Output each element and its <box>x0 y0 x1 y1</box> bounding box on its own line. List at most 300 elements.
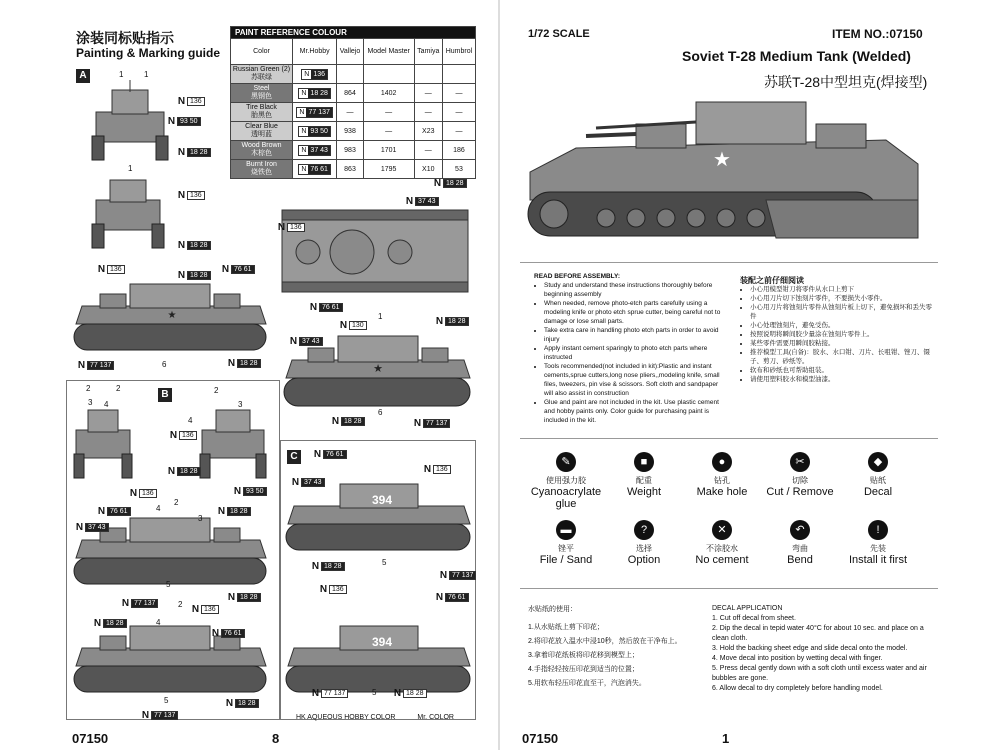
model-master-cell: 1701 <box>363 141 414 160</box>
paint-code-cell <box>293 84 337 103</box>
paint-code-number: 93 50 <box>310 127 328 135</box>
paint-code-cell <box>293 65 337 84</box>
vallejo-cell: 983 <box>337 141 363 160</box>
part-number: 1 <box>119 70 124 79</box>
svg-text:★: ★ <box>167 310 177 321</box>
callout-letter: N <box>233 486 242 497</box>
vallejo-cell: 938 <box>337 122 363 141</box>
tamiya-cell: — <box>414 103 442 122</box>
paint-callout <box>210 628 245 639</box>
paint-table-caption: PAINT REFERENCE COLOUR <box>231 27 476 39</box>
decal-number-394: 394 <box>371 635 393 649</box>
read-item-cn: • 按照说明将瞬间胶少量涂在蚀刻片零件上。 <box>750 330 936 339</box>
symbol-icon: ✎ <box>556 452 576 472</box>
humbrol-cell: — <box>442 103 475 122</box>
read-list-cn <box>740 285 936 384</box>
tank-side-view-a <box>70 270 270 356</box>
paint-color-cn: 胎黑色 <box>251 112 272 119</box>
callout-code: 136 <box>179 431 197 440</box>
callout-code: 77 137 <box>151 711 178 720</box>
divider <box>520 588 938 589</box>
paint-code-number: 77 137 <box>308 108 330 116</box>
decal-step-en: 5. Press decal gently down with a soft cloth until excess water and air bubbles are gone. <box>712 665 927 682</box>
read-item-cn: • 小心处理蚀刻片，避免受伤。 <box>750 321 936 330</box>
callout-letter: N <box>319 584 328 595</box>
symbol-label-en: No cement <box>695 554 749 566</box>
section-c-label: C <box>287 450 301 464</box>
paint-callout <box>120 598 158 609</box>
paint-callout <box>276 222 305 233</box>
callout-letter: N <box>435 316 444 327</box>
callout-letter: N <box>217 506 226 517</box>
paint-callout <box>432 178 467 189</box>
paint-callout <box>290 477 325 488</box>
tank-hero-illustration <box>526 88 922 248</box>
decal-step-en: 1. Cut off decal from sheet. <box>712 615 796 622</box>
callout-code: 77 137 <box>449 571 476 580</box>
divider <box>520 438 938 439</box>
callout-code: 136 <box>187 191 205 200</box>
tank-side-view-c2 <box>284 612 472 696</box>
decal-step-cn: 1.从水贴纸上剪下印花； <box>528 624 604 631</box>
symbol-label-en: Bend <box>787 554 813 566</box>
decal-step-cn: 5.用软布轻压印花直至干，汽泡消失。 <box>528 680 646 687</box>
callout-letter: N <box>225 698 234 709</box>
paint-callout <box>330 416 365 427</box>
callout-code: 18 28 <box>445 317 469 326</box>
callout-letter: N <box>413 418 422 429</box>
callout-letter: N <box>177 190 186 201</box>
paint-callout <box>434 592 469 603</box>
callout-letter: N <box>121 598 130 609</box>
scale-label: 1/72 SCALE <box>528 28 590 40</box>
svg-text:★: ★ <box>713 149 731 171</box>
paint-color-en: Burnt Iron <box>246 161 277 168</box>
paint-header: Vallejo <box>337 39 363 65</box>
paint-callout <box>288 336 323 347</box>
read-before-assembly-en <box>534 272 726 425</box>
humbrol-cell: 53 <box>442 160 475 179</box>
paint-code-cell <box>293 160 337 179</box>
callout-code: 37 43 <box>299 337 323 346</box>
callout-letter: N <box>167 466 176 477</box>
decal-number-394: 394 <box>371 493 393 507</box>
decal-steps-en <box>712 614 938 694</box>
callout-code: 77 137 <box>131 599 158 608</box>
paint-code <box>298 126 331 137</box>
footer-item-code: 07150 <box>72 731 109 746</box>
symbol-label-en: File / Sand <box>539 554 593 566</box>
callout-letter: N <box>221 264 230 275</box>
paint-color-en: Wood Brown <box>241 142 282 149</box>
symbol-label-en: Install it first <box>848 554 908 566</box>
callout-letter: N <box>227 358 236 369</box>
paint-legend <box>296 714 454 721</box>
paint-callout <box>176 190 205 201</box>
symbol-label-cn: 贴纸 <box>870 476 886 485</box>
paint-code-cell <box>293 103 337 122</box>
symbol-legend-item <box>838 520 918 566</box>
part-number: 2 <box>214 386 219 395</box>
paint-callout <box>434 316 469 327</box>
paint-code <box>296 107 332 118</box>
read-item-en: • When needed, remove photo-etch parts carefully using a modeling knife or photo etch sprue cutter, being careful not to damage or lose small parts. <box>544 299 726 326</box>
callout-letter: N <box>405 196 414 207</box>
read-title-en: READ BEFORE ASSEMBLY: <box>534 273 621 280</box>
part-number: 2 <box>178 600 183 609</box>
paint-callout <box>412 418 450 429</box>
product-title-en: Soviet T-28 Medium Tank (Welded) <box>682 48 911 64</box>
callout-code: 93 50 <box>177 117 201 126</box>
vallejo-cell: 863 <box>337 160 363 179</box>
humbrol-cell <box>442 65 475 84</box>
paint-header: Mr.Hobby <box>293 39 337 65</box>
symbol-icon: ✕ <box>712 520 732 540</box>
paint-callout <box>422 464 451 475</box>
callout-code: 76 61 <box>221 629 245 638</box>
paint-code <box>298 145 331 156</box>
model-master-cell: 1795 <box>363 160 414 179</box>
paint-color-cn: 苏联绿 <box>251 74 272 81</box>
read-item-en: • Glue and paint are not included in the kit. Use plastic cement and hobby paints only. Color guide for purchasing paint is included in the kit. <box>544 398 726 425</box>
callout-code: 136 <box>139 489 157 498</box>
tamiya-cell: X10 <box>414 160 442 179</box>
paint-callout <box>128 488 157 499</box>
paint-code-letter: N <box>301 146 307 154</box>
callout-code: 76 61 <box>445 593 469 602</box>
callout-letter: N <box>309 302 318 313</box>
paint-header: Color <box>231 39 293 65</box>
paint-code-letter: N <box>299 108 305 116</box>
paint-callout <box>74 522 109 533</box>
callout-letter: N <box>191 604 200 615</box>
callout-code: 37 43 <box>301 478 325 487</box>
paint-callout <box>232 486 267 497</box>
paint-callout <box>140 710 178 721</box>
callout-letter: N <box>289 336 298 347</box>
paint-table-header <box>231 39 476 65</box>
callout-code: 18 28 <box>103 619 127 628</box>
decal-instructions-cn <box>528 605 718 691</box>
callout-code: 136 <box>287 223 305 232</box>
read-item-en: • Tools recommended(not included in kit):Plastic and instant cements,sprue cutters,long nose pliers,,modeling knife, small files, tweezers, pin vise & scissors. Soft cloth and sandpaper will also assist in construction <box>544 362 726 398</box>
callout-letter: N <box>93 618 102 629</box>
part-number: 4 <box>156 504 161 513</box>
read-item-cn: • 请使用塑料胶水和模型油漆。 <box>750 375 936 384</box>
symbol-label-cn: 不涂胶水 <box>706 544 738 553</box>
callout-letter: N <box>227 592 236 603</box>
symbol-label-cn: 选择 <box>636 544 652 553</box>
paint-callout <box>220 264 255 275</box>
callout-code: 136 <box>201 605 219 614</box>
callout-code: 77 137 <box>423 419 450 428</box>
symbol-legend-item <box>682 452 762 498</box>
callout-letter: N <box>313 449 322 460</box>
part-number: 5 <box>166 580 171 589</box>
callout-code: 37 43 <box>415 197 439 206</box>
read-item-cn: • 推荐模型工具(自备)：胶水、水口钳、刀片、长咀钳、锉刀、镊子、剪刀、砂纸等。 <box>750 348 936 366</box>
part-number: 5 <box>382 558 387 567</box>
tank-top-view <box>280 208 470 294</box>
symbol-label-en: Option <box>627 554 661 566</box>
callout-code: 18 28 <box>403 689 427 698</box>
paint-code-letter: N <box>301 165 307 173</box>
read-item-en: • Take extra care in handling photo etch parts in order to avoid injury <box>544 326 726 344</box>
tamiya-cell: — <box>414 84 442 103</box>
paint-callout <box>392 688 427 699</box>
paint-code <box>298 164 331 175</box>
paint-callout <box>224 698 259 709</box>
decal-step-en: 6. Allow decal to dry completely before handling model. <box>712 685 883 692</box>
callout-letter: N <box>75 522 84 533</box>
footer-item-code: 07150 <box>522 731 559 746</box>
symbol-label-cn: 配重 <box>636 476 652 485</box>
callout-letter: N <box>169 430 178 441</box>
model-master-cell: — <box>363 122 414 141</box>
paint-header: Model Master <box>363 39 414 65</box>
paint-code-number: 18 28 <box>310 89 328 97</box>
footer-page-number: 8 <box>272 731 280 746</box>
part-number: 3 <box>238 400 243 409</box>
section-b-label: B <box>158 388 172 402</box>
tank-front-view-a <box>90 80 170 162</box>
footer-page-number: 1 <box>722 731 730 746</box>
read-before-assembly-cn <box>740 276 936 384</box>
divider <box>520 262 938 263</box>
paint-callout <box>438 570 476 581</box>
decal-step-cn: 4.手指轻轻按压印花到适当的位置； <box>528 666 639 673</box>
part-number: 4 <box>188 416 193 425</box>
paint-callout <box>92 618 127 629</box>
paint-code-letter: N <box>301 127 307 135</box>
paint-color-en: Clear Blue <box>245 123 278 130</box>
model-master-cell <box>363 65 414 84</box>
part-number: 6 <box>162 360 167 369</box>
callout-letter: N <box>331 416 340 427</box>
callout-letter: N <box>177 96 186 107</box>
callout-code: 93 50 <box>243 487 267 496</box>
symbol-label-en: Make hole <box>696 486 748 498</box>
callout-code: 77 137 <box>321 689 348 698</box>
symbol-label-en: Cut / Remove <box>766 486 834 498</box>
tamiya-cell: — <box>414 141 442 160</box>
symbol-label-cn: 锉平 <box>558 544 574 553</box>
callout-code: 18 28 <box>177 467 201 476</box>
paint-callout <box>404 196 439 207</box>
symbol-legend-item <box>760 520 840 566</box>
paint-callout <box>190 604 219 615</box>
symbol-icon: ▬ <box>556 520 576 540</box>
section-a-label: A <box>76 69 90 83</box>
product-title-cn: 苏联T-28中型坦克(焊接型) <box>764 74 928 90</box>
tank-rear-view-a <box>90 172 166 250</box>
symbol-legend-item <box>526 452 606 510</box>
vallejo-cell: 864 <box>337 84 363 103</box>
paint-code-number: 76 61 <box>310 165 328 173</box>
guide-title-en: Painting & Marking guide <box>76 46 221 60</box>
callout-code: 18 28 <box>341 417 365 426</box>
read-item-en: • Apply instant cement sparingly to photo etch parts where instructed <box>544 344 726 362</box>
symbol-icon: ! <box>868 520 888 540</box>
part-number: 5 <box>164 696 169 705</box>
symbol-legend-item <box>682 520 762 566</box>
read-item-cn: • 小心用模型钳刀将零件从水口上剪下 <box>750 285 936 294</box>
symbol-legend-item <box>604 452 684 498</box>
callout-letter: N <box>311 688 320 699</box>
paint-callout <box>226 592 261 603</box>
guide-title-cn: 涂装同标贴指示 <box>76 30 174 46</box>
paint-code-cell <box>293 141 337 160</box>
symbol-label-en: Decal <box>863 486 893 498</box>
tamiya-cell: X23 <box>414 122 442 141</box>
callout-letter: N <box>291 477 300 488</box>
paint-callout <box>176 96 205 107</box>
legend-hk: HK AQUEOUS HOBBY COLOR <box>296 714 396 721</box>
symbol-icon: ◆ <box>868 452 888 472</box>
callout-code: 130 <box>349 321 367 330</box>
tank-front-view-b <box>72 400 134 480</box>
paint-callout <box>176 270 211 281</box>
symbol-label-cn: 使用强力胶 <box>546 476 586 485</box>
symbol-icon: ✂ <box>790 452 810 472</box>
paint-callout <box>76 360 114 371</box>
callout-letter: N <box>177 240 186 251</box>
tank-side-view-b <box>70 506 270 588</box>
callout-letter: N <box>423 464 432 475</box>
callout-letter: N <box>141 710 150 721</box>
humbrol-cell: — <box>442 122 475 141</box>
model-master-cell: — <box>363 103 414 122</box>
paint-code-letter: N <box>304 70 310 78</box>
decal-step-cn: 3.拿着印花纸板将印花移到模型上； <box>528 652 639 659</box>
paint-callout <box>96 506 131 517</box>
callout-code: 18 28 <box>237 593 261 602</box>
right-page <box>500 0 1000 750</box>
part-number: 1 <box>128 164 133 173</box>
callout-code: 76 61 <box>107 507 131 516</box>
humbrol-cell: 186 <box>442 141 475 160</box>
paint-code-cell <box>293 122 337 141</box>
callout-letter: N <box>339 320 348 331</box>
callout-letter: N <box>393 688 402 699</box>
model-master-cell: 1402 <box>363 84 414 103</box>
symbol-icon: ■ <box>634 452 654 472</box>
vallejo-cell: — <box>337 103 363 122</box>
symbol-legend-item <box>604 520 684 566</box>
decal-step-cn: 2.将印花放入温水中浸10秒，然后放在干净布上。 <box>528 638 682 645</box>
symbol-label-en: Weight <box>626 486 662 498</box>
read-item-cn: • 某些零件需要用瞬间胶粘接。 <box>750 339 936 348</box>
callout-code: 136 <box>187 97 205 106</box>
callout-letter: N <box>177 270 186 281</box>
paint-color-cn: 烧铁色 <box>251 169 272 176</box>
part-number: 1 <box>144 70 149 79</box>
decal-steps-cn <box>528 621 718 691</box>
paint-callout <box>176 147 211 158</box>
callout-code: 18 28 <box>227 507 251 516</box>
paint-callout <box>176 240 211 251</box>
read-list-en <box>534 281 726 425</box>
part-number: 3 <box>88 398 93 407</box>
paint-callout <box>216 506 251 517</box>
part-number: 4 <box>156 618 161 627</box>
symbol-icon: ↶ <box>790 520 810 540</box>
decal-instructions-en <box>712 604 938 694</box>
callout-code: 76 61 <box>319 303 343 312</box>
decal-step-en: 4. Move decal into position by wetting decal with finger. <box>712 655 883 662</box>
part-number: 3 <box>198 514 203 523</box>
callout-letter: N <box>129 488 138 499</box>
part-number: 2 <box>116 384 121 393</box>
paint-code-number: 136 <box>313 70 326 78</box>
paint-callout <box>318 584 347 595</box>
read-item-cn: • 小心用刀片将蚀刻片零件从蚀刻片板上切下，避免损坏和丢失零件 <box>750 303 936 321</box>
callout-code: 18 28 <box>321 562 345 571</box>
part-number: 4 <box>104 400 109 409</box>
tank-rear-view-b <box>198 400 268 480</box>
paint-callout <box>310 561 345 572</box>
symbol-legend-item <box>760 452 840 498</box>
paint-color-cn: 木棕色 <box>251 150 272 157</box>
symbol-legend-item <box>526 520 606 566</box>
symbol-icon: ? <box>634 520 654 540</box>
part-number: 2 <box>86 384 91 393</box>
callout-code: 76 61 <box>231 265 255 274</box>
paint-callout <box>226 358 261 369</box>
symbol-label-en: Cyanoacrylate glue <box>530 486 602 510</box>
paint-header: Tamiya <box>414 39 442 65</box>
callout-letter: N <box>435 592 444 603</box>
paint-color-cn: 黑钢色 <box>251 93 272 100</box>
callout-code: 18 28 <box>235 699 259 708</box>
callout-code: 18 28 <box>443 179 467 188</box>
decal-step-en: 2. Dip the decal in tepid water 40°C for about 10 sec. and place on a clean cloth. <box>712 625 924 642</box>
vallejo-cell <box>337 65 363 84</box>
callout-code: 76 61 <box>323 450 347 459</box>
paint-header: Humbrol <box>442 39 475 65</box>
callout-code: 136 <box>433 465 451 474</box>
read-item-en: • Study and understand these instructions thoroughly before beginning assembly <box>544 281 726 299</box>
part-number: 1 <box>378 312 383 321</box>
callout-letter: N <box>97 506 106 517</box>
paint-callout <box>166 116 201 127</box>
callout-code: 136 <box>329 585 347 594</box>
paint-code-number: 37 43 <box>310 146 328 154</box>
callout-letter: N <box>167 116 176 127</box>
tamiya-cell <box>414 65 442 84</box>
symbol-legend-item <box>838 452 918 498</box>
paint-color-en: Steel <box>253 85 270 92</box>
callout-letter: N <box>211 628 220 639</box>
part-number: 6 <box>378 408 383 417</box>
paint-code <box>298 88 331 99</box>
paint-color-en: Tire Black <box>246 104 277 111</box>
callout-code: 18 28 <box>187 241 211 250</box>
callout-letter: N <box>177 147 186 158</box>
svg-text:★: ★ <box>373 363 383 375</box>
part-number: 5 <box>372 688 377 697</box>
callout-code: 18 28 <box>187 148 211 157</box>
callout-code: 136 <box>107 265 125 274</box>
callout-code: 18 28 <box>187 271 211 280</box>
paint-callout <box>166 466 201 477</box>
callout-letter: N <box>77 360 86 371</box>
read-item-cn: • 小心用刀片切下蚀刻片零件，不要损失小零件。 <box>750 294 936 303</box>
paint-callout <box>96 264 125 275</box>
paint-callout <box>310 688 348 699</box>
paint-color-cn: 透明蓝 <box>251 131 272 138</box>
decal-title-cn: 水贴纸的使用： <box>528 606 577 613</box>
